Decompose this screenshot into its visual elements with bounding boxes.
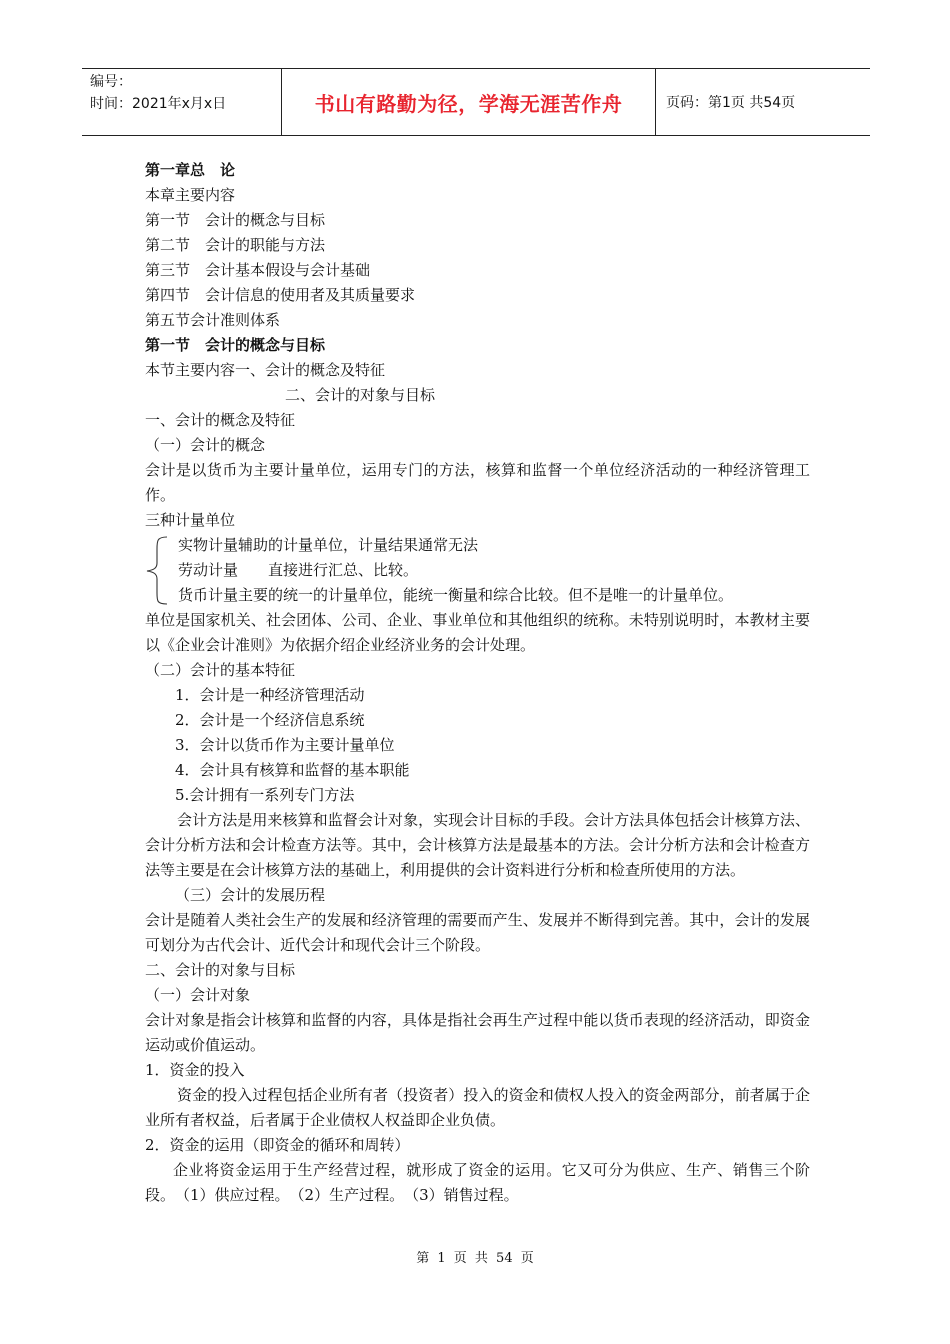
paragraph-use: 企业将资金运用于生产经营过程，就形成了资金的运用。它又可分为供应、生产、销售三个阶段。 （1）供应过程。 （2）生产过程。 （3）销售过程。 [145,1161,810,1204]
chapter-main-label: 本章主要内容 [145,186,236,204]
feature-item: 4．会计具有核算和监督的基本职能 [175,761,410,779]
paragraph-invest: 资金的投入过程包括企业所有者（投资者）投入的资金和债权人投入的资金两部分，前者属于企业所有者权益，后者属于企业债权人权益即企业负债。 [145,1086,810,1129]
toc-item: 第三节 会计基本假设与会计基础 [145,261,371,279]
document-body [145,158,810,1208]
brace-icon [145,535,175,605]
paragraph-method: 会计方法是用来核算和监督会计对象，实现会计目标的手段。会计方法具体包括会计核算方法、会计分析方法和会计检查方法等。其中，会计核算方法是最基本的方法。会计分析方法和会计检查方法等主要是在会计核算方法的基础上，利用提供的会计资料进行分析和检查所使用的方法。 [145,811,810,879]
paragraph-unit: 单位是国家机关、社会团体、公司、企业、事业单位和其他组织的统称。未特别说明时，本教材主要以《企业会计准则》为依据介绍企业经济业务的会计处理。 [145,611,810,654]
header-table [82,68,870,136]
page-footer: 第 1 页 共 54 页 [416,1251,534,1266]
toc-item: 第四节 会计信息的使用者及其质量要求 [145,286,416,304]
unit-item: 实物计量辅助的计量单位，计量结果通常无法 [178,536,479,554]
section-main-line-2: 二、会计的对象与目标 [285,386,436,404]
feature-item: 1．会计是一种经济管理活动 [175,686,365,704]
subheading: （二）会计的基本特征 [145,661,296,679]
subheading: （三）会计的发展历程 [175,886,326,904]
header-left-cell [82,69,282,135]
page-info: 页码：第1页 共54页 [666,95,796,111]
feature-item: 5.会计拥有一系列专门方法 [175,786,355,804]
toc-item: 第一节 会计的概念与目标 [145,211,326,229]
unit-item: 劳动计量 直接进行汇总、比较。 [178,561,419,579]
paragraph-history: 会计是随着人类社会生产的发展和经济管理的需要而产生、发展并不断得到完善。其中，会计的发展可划分为古代会计、近代会计和现代会计三个阶段。 [145,911,810,954]
chapter-title: 第一章总 论 [145,161,236,179]
units-list [145,533,810,608]
subheading: （一）会计的概念 [145,436,266,454]
units-title: 三种计量单位 [145,511,236,529]
subheading: （一）会计对象 [145,986,251,1004]
toc-item: 第五节会计准则体系 [145,311,281,329]
toc-item: 第二节 会计的职能与方法 [145,236,326,254]
date-label: 时间：2021年x月x日 [90,96,227,112]
section-title: 第一节 会计的概念与目标 [145,336,326,354]
feature-item: 3．会计以货币作为主要计量单位 [175,736,395,754]
list-heading: 1．资金的投入 [145,1061,245,1079]
unit-item: 货币计量主要的统一的计量单位，能统一衡量和综合比较。但不是唯一的计量单位。 [178,586,734,604]
heading: 一、会计的概念及特征 [145,411,296,429]
number-label: 编号： [90,74,132,90]
list-heading: 2．资金的运用（即资金的循环和周转） [145,1136,410,1154]
paragraph-concept: 会计是以货币为主要计量单位，运用专门的方法，核算和监督一个单位经济活动的一种经济管理工作。 [145,461,810,504]
motto: 书山有路勤为径，学海无涯苦作舟 [282,69,656,135]
paragraph-object: 会计对象是指会计核算和监督的内容，具体是指社会再生产过程中能以货币表现的经济活动，即资金运动或价值运动。 [145,1011,810,1054]
heading: 二、会计的对象与目标 [145,961,296,979]
feature-item: 2．会计是一个经济信息系统 [175,711,365,729]
section-main-line-1: 本节主要内容一、会计的概念及特征 [145,361,386,379]
